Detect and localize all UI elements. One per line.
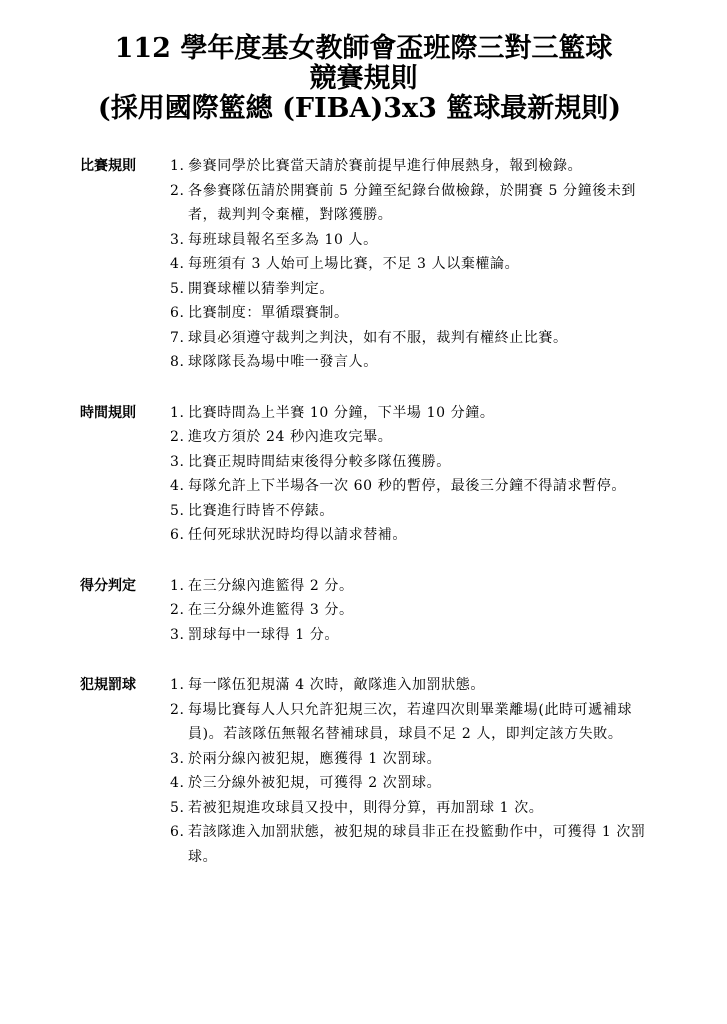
rule-number: 8.: [170, 354, 185, 370]
rule-text: 比賽進行時皆不停錶。: [188, 502, 334, 519]
rule-number: 4.: [170, 256, 185, 272]
rule-number: 2.: [170, 701, 185, 718]
rule-item: [170, 698, 660, 747]
rule-text: 於三分線外被犯規，可獲得 2 次罰球。: [188, 775, 442, 791]
rule-number: 6.: [170, 305, 185, 321]
rule-item: [170, 820, 660, 869]
section-label: 比賽規則: [80, 158, 136, 174]
rule-number: 3.: [170, 750, 185, 767]
rule-text: 罰球每中一球得 1 分。: [188, 626, 340, 643]
rule-number: 6.: [170, 527, 185, 543]
rule-number: 2.: [170, 182, 185, 199]
rule-number: 5.: [170, 502, 185, 519]
section-scoring-rules: [80, 574, 660, 648]
rule-text: 每班須有 3 人始可上場比賽，不足 3 人以棄權論。: [188, 256, 520, 272]
rule-list: [170, 401, 660, 548]
rule-text: 進攻方須於 24 秒內進攻完畢。: [188, 429, 393, 445]
rule-item: [170, 326, 660, 351]
section-label: 得分判定: [80, 577, 136, 594]
rule-item: [170, 228, 660, 253]
rule-number: 4.: [170, 478, 185, 494]
section-label: 時間規則: [80, 404, 136, 421]
rule-text: 若被犯規進攻球員又投中，則得分算，再加罰球 1 次。: [188, 799, 544, 816]
section-foul-rules: [80, 673, 660, 869]
rule-text: 於兩分線內被犯規，應獲得 1 次罰球。: [188, 750, 442, 767]
rule-number: 1.: [170, 404, 185, 421]
rule-number: 3.: [170, 231, 185, 248]
title-line-1: 112 學年度基女教師會盃班際三對三籃球: [114, 33, 613, 64]
rule-number: 1.: [170, 677, 185, 693]
rule-number: 5.: [170, 280, 185, 297]
rule-text: 在三分線內進籃得 2 分。: [188, 577, 354, 594]
rule-item: [170, 179, 660, 228]
rule-number: 5.: [170, 799, 185, 816]
rule-text: 比賽時間為上半賽 10 分鐘，下半場 10 分鐘。: [188, 404, 495, 421]
rule-list: [170, 574, 660, 648]
rule-number: 3.: [170, 453, 185, 470]
rule-text: 每場比賽每人人只允許犯規三次，若違四次則畢業離場(此時可遞補球員)。若該隊伍無報名替補球員，球員不足 2 人，即判定該方失敗。: [188, 701, 633, 742]
title-line-2: 競賽規則: [309, 63, 418, 94]
rule-list: [170, 154, 660, 375]
rule-item: [170, 154, 660, 179]
rule-item: [170, 252, 660, 277]
rule-item: [170, 574, 660, 599]
rule-item: [170, 623, 660, 648]
rule-text: 球員必須遵守裁判之判決，如有不服，裁判有權終止比賽。: [188, 329, 568, 346]
document-title: [0, 34, 727, 124]
rule-text: 每隊允許上下半場各一次 60 秒的暫停，最後三分鐘不得請求暫停。: [188, 478, 626, 494]
rule-text: 任何死球狀況時均得以請求替補。: [188, 527, 407, 543]
rule-number: 1.: [170, 158, 185, 174]
title-line-3: (採用國際籃總 (FIBA)3x3 籃球最新規則): [97, 93, 622, 124]
rule-item: [170, 499, 660, 524]
rule-text: 在三分線外進籃得 3 分。: [188, 602, 354, 618]
rule-text: 各參賽隊伍請於開賽前 5 分鐘至紀錄台做檢錄，於開賽 5 分鐘後未到者，裁判判令棄權，對隊獲勝。: [188, 182, 637, 223]
rule-number: 6.: [170, 824, 185, 840]
section-match-rules: [80, 154, 660, 375]
rule-item: [170, 425, 660, 450]
rule-item: [170, 747, 660, 772]
rule-text: 每班球員報名至多為 10 人。: [188, 231, 378, 248]
rule-text: 比賽正規時間結束後得分較多隊伍獲勝。: [188, 453, 451, 470]
rule-item: [170, 301, 660, 326]
rule-item: [170, 796, 660, 821]
rule-number: 2.: [170, 602, 185, 618]
section-label: 犯規罰球: [80, 677, 136, 693]
rule-text: 參賽同學於比賽當天請於賽前提早進行伸展熱身，報到檢錄。: [188, 158, 583, 174]
rule-item: [170, 673, 660, 698]
rule-text: 比賽制度：單循環賽制。: [188, 305, 349, 321]
rule-item: [170, 474, 660, 499]
rule-item: [170, 450, 660, 475]
section-time-rules: [80, 401, 660, 548]
rule-item: [170, 277, 660, 302]
rule-number: 3.: [170, 626, 185, 643]
rule-item: [170, 523, 660, 548]
rule-number: 2.: [170, 429, 185, 445]
rule-item: [170, 401, 660, 426]
rule-number: 7.: [170, 329, 185, 346]
rule-number: 4.: [170, 775, 185, 791]
rule-text: 每一隊伍犯規滿 4 次時，敵隊進入加罰狀態。: [188, 677, 486, 693]
rule-text: 若該隊進入加罰狀態，被犯規的球員非正在投籃動作中，可獲得 1 次罰球。: [188, 824, 646, 865]
rule-text: 開賽球權以猜拳判定。: [188, 280, 334, 297]
rules-sections: [80, 154, 660, 895]
rule-item: [170, 350, 660, 375]
rule-text: 球隊隊長為場中唯一發言人。: [188, 354, 378, 370]
rule-list: [170, 673, 660, 869]
rule-item: [170, 598, 660, 623]
rule-item: [170, 771, 660, 796]
rule-number: 1.: [170, 577, 185, 594]
